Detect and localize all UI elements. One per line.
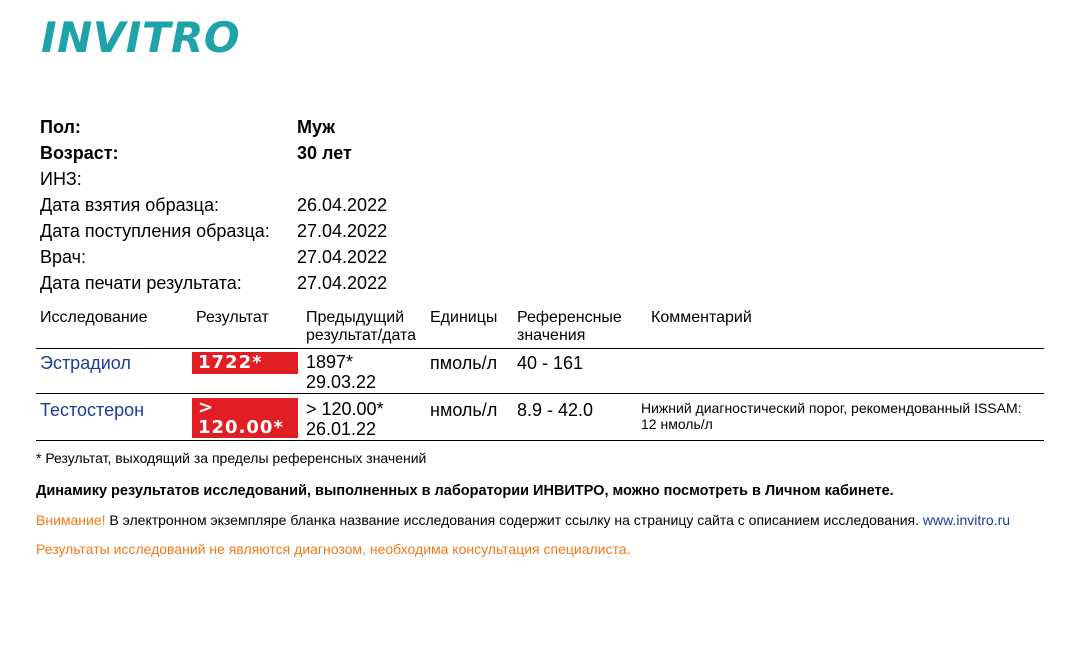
result-value: 1722* — [198, 352, 263, 373]
result-flag-badge — [192, 352, 298, 374]
previous-date: 26.01.22 — [306, 419, 377, 439]
info-value: 30 лет — [297, 142, 352, 163]
info-label: Дата взятия образца: — [40, 194, 219, 215]
units: пмоль/л — [430, 353, 498, 373]
invitro-site-link[interactable]: www.invitro.ru — [922, 512, 1011, 528]
info-value: 27.04.2022 — [297, 246, 388, 267]
result-value-line1: > — [198, 397, 215, 418]
info-label: Дата печати результата: — [40, 272, 242, 293]
reference-range: 40 - 161 — [517, 353, 584, 373]
result-flag-badge — [192, 398, 298, 438]
info-value: 27.04.2022 — [297, 220, 388, 241]
dynamics-note: Динамику результатов исследований, выполненных в лаборатории ИНВИТРО, можно посмотреть в Личном кабинете. — [36, 483, 894, 499]
info-row-doctor — [40, 244, 540, 270]
info-row-sample-date — [40, 192, 540, 218]
previous-value: > 120.00* — [306, 399, 384, 419]
disclaimer: Результаты исследований не являются диагнозом, необходима консультация специалиста. — [36, 541, 631, 557]
table-row — [36, 394, 1044, 441]
header-reference-line2: значения — [517, 327, 586, 344]
header-comment: Комментарий — [651, 309, 752, 326]
info-label: Врач: — [40, 246, 87, 267]
warning-label: Внимание! — [36, 512, 106, 528]
info-row-age — [40, 140, 540, 166]
header-reference — [517, 309, 622, 345]
info-label: Возраст: — [40, 142, 119, 163]
info-row-sex — [40, 114, 540, 140]
table-row — [36, 349, 1044, 394]
previous-date: 29.03.22 — [306, 372, 377, 392]
header-previous — [306, 309, 416, 345]
info-value: Муж — [297, 116, 335, 137]
comment-line1: Нижний диагностический порог, рекомендованный ISSAM: — [641, 400, 1022, 416]
reference-range: 8.9 - 42.0 — [517, 400, 594, 420]
footnote: * Результат, выходящий за пределы референсных значений — [36, 450, 427, 466]
header-previous-line1: Предыдущий — [306, 309, 405, 326]
test-name-link[interactable]: Эстрадиол — [40, 353, 131, 373]
previous-result — [306, 399, 384, 439]
comment — [641, 400, 1022, 432]
info-value: 26.04.2022 — [297, 194, 388, 215]
info-row-receipt-date — [40, 218, 540, 244]
header-result: Результат — [196, 309, 269, 326]
header-previous-line2: результат/дата — [306, 327, 417, 344]
header-units: Единицы — [430, 309, 498, 326]
invitro-logo: INVITRO — [41, 13, 241, 62]
result-value-line2: 120.00* — [198, 417, 284, 438]
warning-text: В электронном экземпляре бланка название исследования содержит ссылку на страницу сайта с описанием исследования. — [105, 512, 923, 528]
patient-info — [40, 114, 540, 296]
info-value: 27.04.2022 — [297, 272, 388, 293]
comment-line2: 12 нмоль/л — [641, 416, 713, 432]
header-reference-line1: Референсные — [517, 309, 622, 326]
warning-line — [36, 512, 1010, 528]
previous-value: 1897* — [306, 352, 354, 372]
table-header — [36, 306, 1044, 349]
units: нмоль/л — [430, 400, 498, 420]
info-label: ИНЗ: — [40, 168, 82, 189]
results-table — [36, 306, 1044, 441]
info-label: Пол: — [40, 116, 81, 137]
header-test: Исследование — [40, 309, 148, 326]
previous-result — [306, 352, 376, 392]
info-label: Дата поступления образца: — [40, 220, 270, 241]
info-row-inz — [40, 166, 540, 192]
info-row-print-date — [40, 270, 540, 296]
test-name-link[interactable]: Тестостерон — [40, 400, 145, 420]
